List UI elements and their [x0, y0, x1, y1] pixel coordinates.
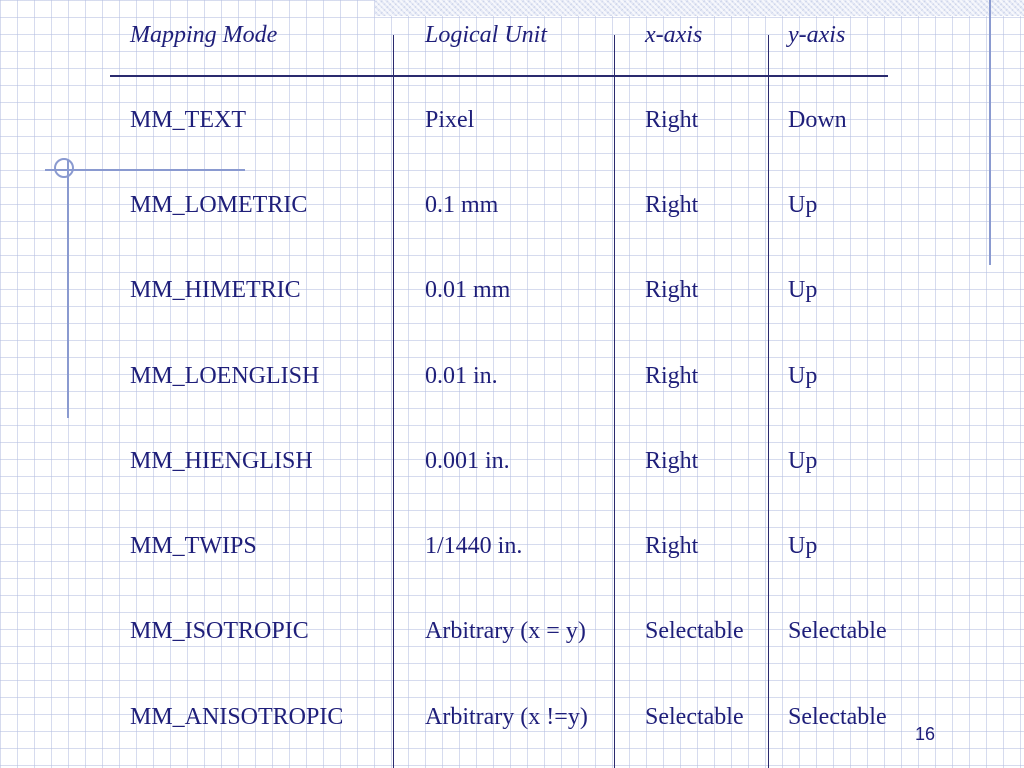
right-decorative-rule	[989, 0, 991, 265]
logical-unit-cell: 0.1 mm	[425, 192, 499, 218]
x-axis-cell: Right	[645, 448, 699, 474]
y-axis-cell: Up	[788, 448, 818, 474]
column-divider	[614, 35, 615, 768]
y-axis-cell: Selectable	[788, 618, 887, 644]
header-logical-unit: Logical Unit	[425, 22, 548, 48]
y-axis-cell: Up	[788, 277, 818, 303]
mapping-mode-cell: MM_HIENGLISH	[130, 448, 313, 474]
logical-unit-cell: 0.001 in.	[425, 448, 510, 474]
logical-unit-cell: 0.01 in.	[425, 363, 498, 389]
y-axis-cell: Selectable	[788, 704, 887, 730]
x-axis-cell: Right	[645, 107, 699, 133]
logical-unit-cell: Arbitrary (x = y)	[425, 618, 586, 644]
y-axis-cell: Up	[788, 533, 818, 559]
header-mapping-mode: Mapping Mode	[130, 22, 278, 48]
top-decorative-band	[375, 0, 1024, 16]
column-divider	[393, 35, 394, 768]
x-axis-cell: Right	[645, 533, 699, 559]
mapping-mode-cell: MM_LOENGLISH	[130, 363, 320, 389]
x-axis-cell: Selectable	[645, 618, 744, 644]
table-header-divider	[110, 75, 888, 77]
logical-unit-cell: 1/1440 in.	[425, 533, 523, 559]
mapping-mode-cell: MM_TWIPS	[130, 533, 257, 559]
crosshair-circle-icon	[54, 158, 74, 178]
x-axis-cell: Right	[645, 363, 699, 389]
y-axis-cell: Up	[788, 192, 818, 218]
logical-unit-cell: 0.01 mm	[425, 277, 511, 303]
left-decorative-rule	[67, 160, 69, 418]
mapping-mode-cell: MM_ANISOTROPIC	[130, 704, 344, 730]
column-divider	[768, 35, 769, 768]
logical-unit-cell: Pixel	[425, 107, 475, 133]
y-axis-cell: Down	[788, 107, 847, 133]
mapping-mode-cell: MM_TEXT	[130, 107, 246, 133]
page-number: 16	[915, 724, 936, 744]
mapping-mode-cell: MM_HIMETRIC	[130, 277, 301, 303]
header-x-axis: x-axis	[645, 22, 703, 48]
crosshair-line	[45, 169, 245, 171]
logical-unit-cell: Arbitrary (x !=y)	[425, 704, 588, 730]
mapping-mode-cell: MM_ISOTROPIC	[130, 618, 309, 644]
x-axis-cell: Selectable	[645, 704, 744, 730]
mapping-mode-cell: MM_LOMETRIC	[130, 192, 308, 218]
y-axis-cell: Up	[788, 363, 818, 389]
x-axis-cell: Right	[645, 277, 699, 303]
x-axis-cell: Right	[645, 192, 699, 218]
header-y-axis: y-axis	[788, 22, 846, 48]
